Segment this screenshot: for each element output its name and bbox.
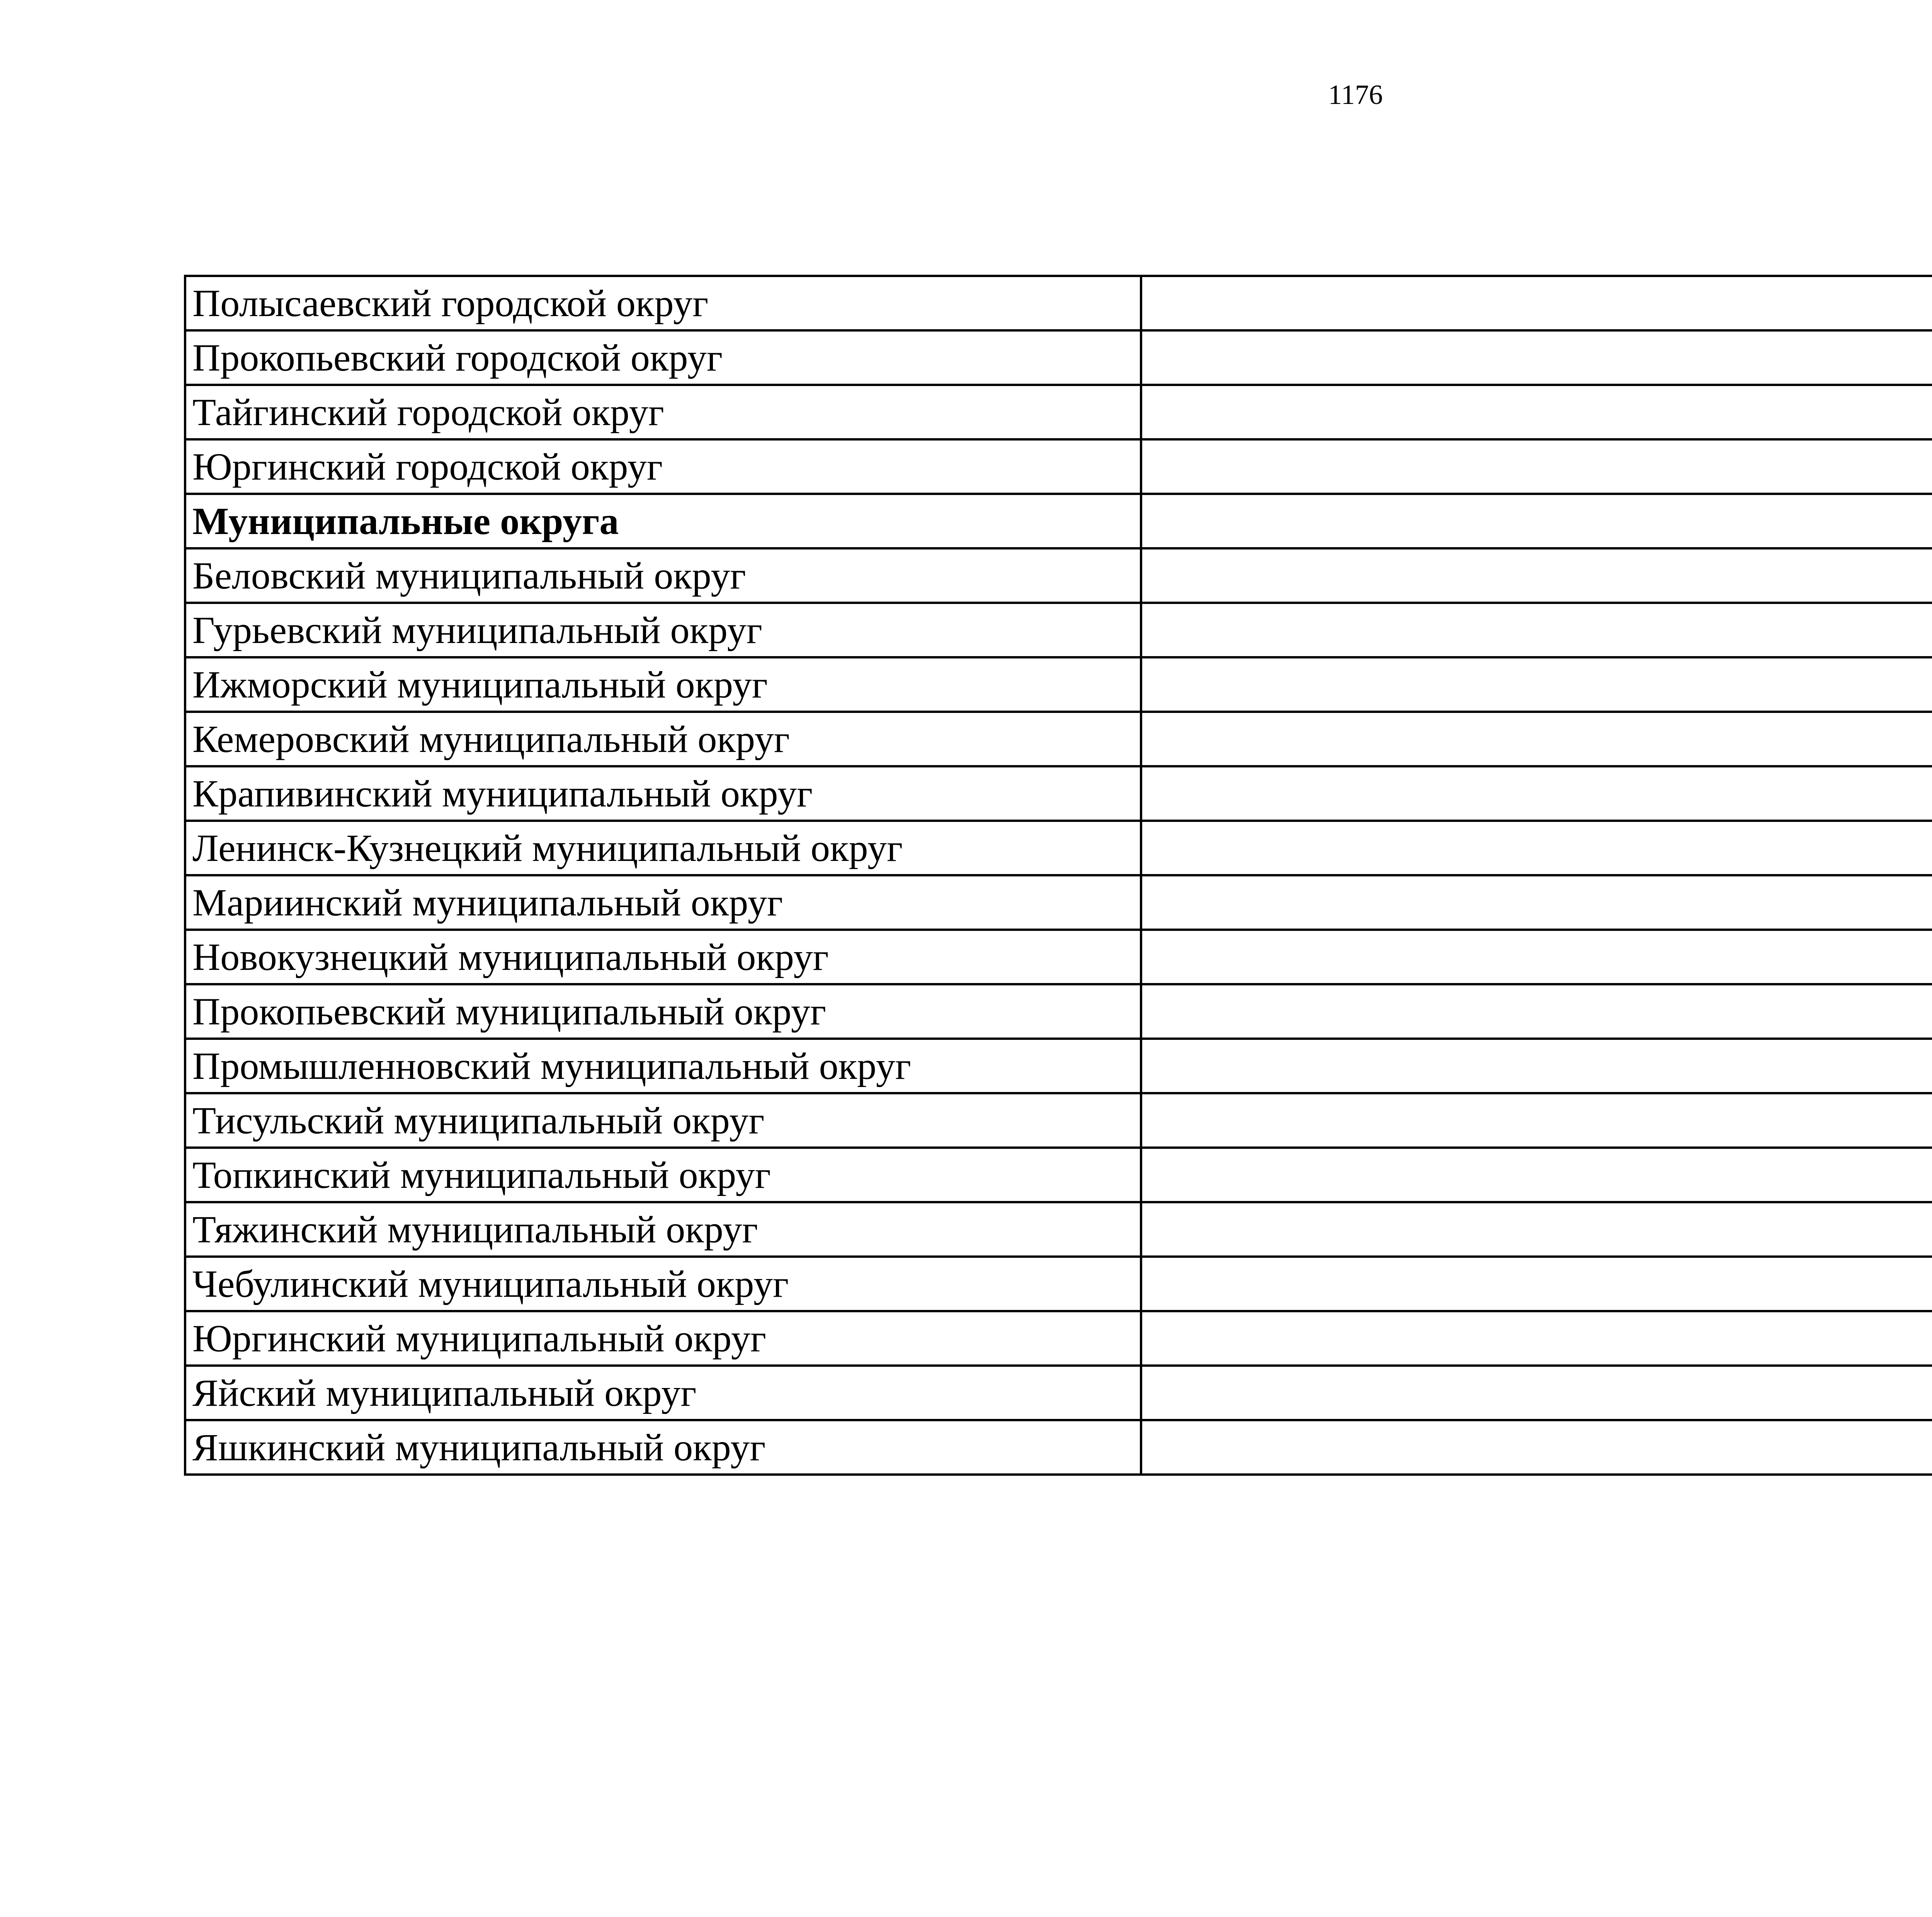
row-name: Крапивинский муниципальный округ — [185, 766, 1141, 821]
row-value — [1141, 657, 1932, 712]
row-name: Чебулинский муниципальный округ — [185, 1257, 1141, 1311]
table-row — [185, 712, 1932, 766]
row-name: Яйский муниципальный округ — [185, 1366, 1141, 1420]
row-value — [1141, 1420, 1932, 1475]
row-name: Мариинский муниципальный округ — [185, 875, 1141, 930]
row-name: Топкинский муниципальный округ — [185, 1148, 1141, 1202]
row-value — [1141, 766, 1932, 821]
row-name: Тайгинский городской округ — [185, 385, 1141, 439]
table-row — [185, 603, 1932, 657]
row-name: Кемеровский муниципальный округ — [185, 712, 1141, 766]
table-body — [185, 276, 1932, 1475]
table-row — [185, 930, 1932, 984]
table-row — [185, 821, 1932, 875]
row-value — [1141, 548, 1932, 603]
table-row — [185, 330, 1932, 385]
row-value — [1141, 494, 1932, 548]
row-name: Ижморский муниципальный округ — [185, 657, 1141, 712]
row-value — [1141, 1311, 1932, 1366]
row-name: Ленинск-Кузнецкий муниципальный округ — [185, 821, 1141, 875]
row-name: Юргинский городской округ — [185, 439, 1141, 494]
table-row — [185, 657, 1932, 712]
table-row — [185, 875, 1932, 930]
row-value — [1141, 1093, 1932, 1148]
table-row — [185, 1093, 1932, 1148]
table-row — [185, 984, 1932, 1039]
table-row — [185, 548, 1932, 603]
row-name: Юргинский муниципальный округ — [185, 1311, 1141, 1366]
row-name: Гурьевский муниципальный округ — [185, 603, 1141, 657]
row-value — [1141, 875, 1932, 930]
row-value — [1141, 821, 1932, 875]
row-value — [1141, 930, 1932, 984]
page-number: 1176 — [1328, 79, 1383, 110]
row-value — [1141, 1202, 1932, 1257]
row-value — [1141, 1366, 1932, 1420]
row-value — [1141, 439, 1932, 494]
row-name: Яшкинский муниципальный округ — [185, 1420, 1141, 1475]
row-name: Прокопьевский муниципальный округ — [185, 984, 1141, 1039]
table-row — [185, 1366, 1932, 1420]
table-row — [185, 1257, 1932, 1311]
row-name: Новокузнецкий муниципальный округ — [185, 930, 1141, 984]
row-value — [1141, 1257, 1932, 1311]
row-name: Промышленновский муниципальный округ — [185, 1039, 1141, 1093]
table-row — [185, 766, 1932, 821]
row-value — [1141, 385, 1932, 439]
row-value — [1141, 1039, 1932, 1093]
table-row — [185, 1039, 1932, 1093]
row-name: Беловский муниципальный округ — [185, 548, 1141, 603]
row-name: Полысаевский городской округ — [185, 276, 1141, 330]
table-row — [185, 1148, 1932, 1202]
row-name: Муниципальные округа — [185, 494, 1141, 548]
table-row — [185, 385, 1932, 439]
municipal-values-table — [184, 275, 1932, 1476]
table-row — [185, 1202, 1932, 1257]
table-row — [185, 276, 1932, 330]
table-row — [185, 1420, 1932, 1475]
row-value — [1141, 1148, 1932, 1202]
row-value — [1141, 712, 1932, 766]
table-row-subtotal — [185, 494, 1932, 548]
row-value — [1141, 984, 1932, 1039]
row-name: Тяжинский муниципальный округ — [185, 1202, 1141, 1257]
row-value — [1141, 603, 1932, 657]
row-value — [1141, 276, 1932, 330]
table-row — [185, 1311, 1932, 1366]
row-name: Тисульский муниципальный округ — [185, 1093, 1141, 1148]
row-value — [1141, 330, 1932, 385]
table-row — [185, 439, 1932, 494]
row-name: Прокопьевский городской округ — [185, 330, 1141, 385]
